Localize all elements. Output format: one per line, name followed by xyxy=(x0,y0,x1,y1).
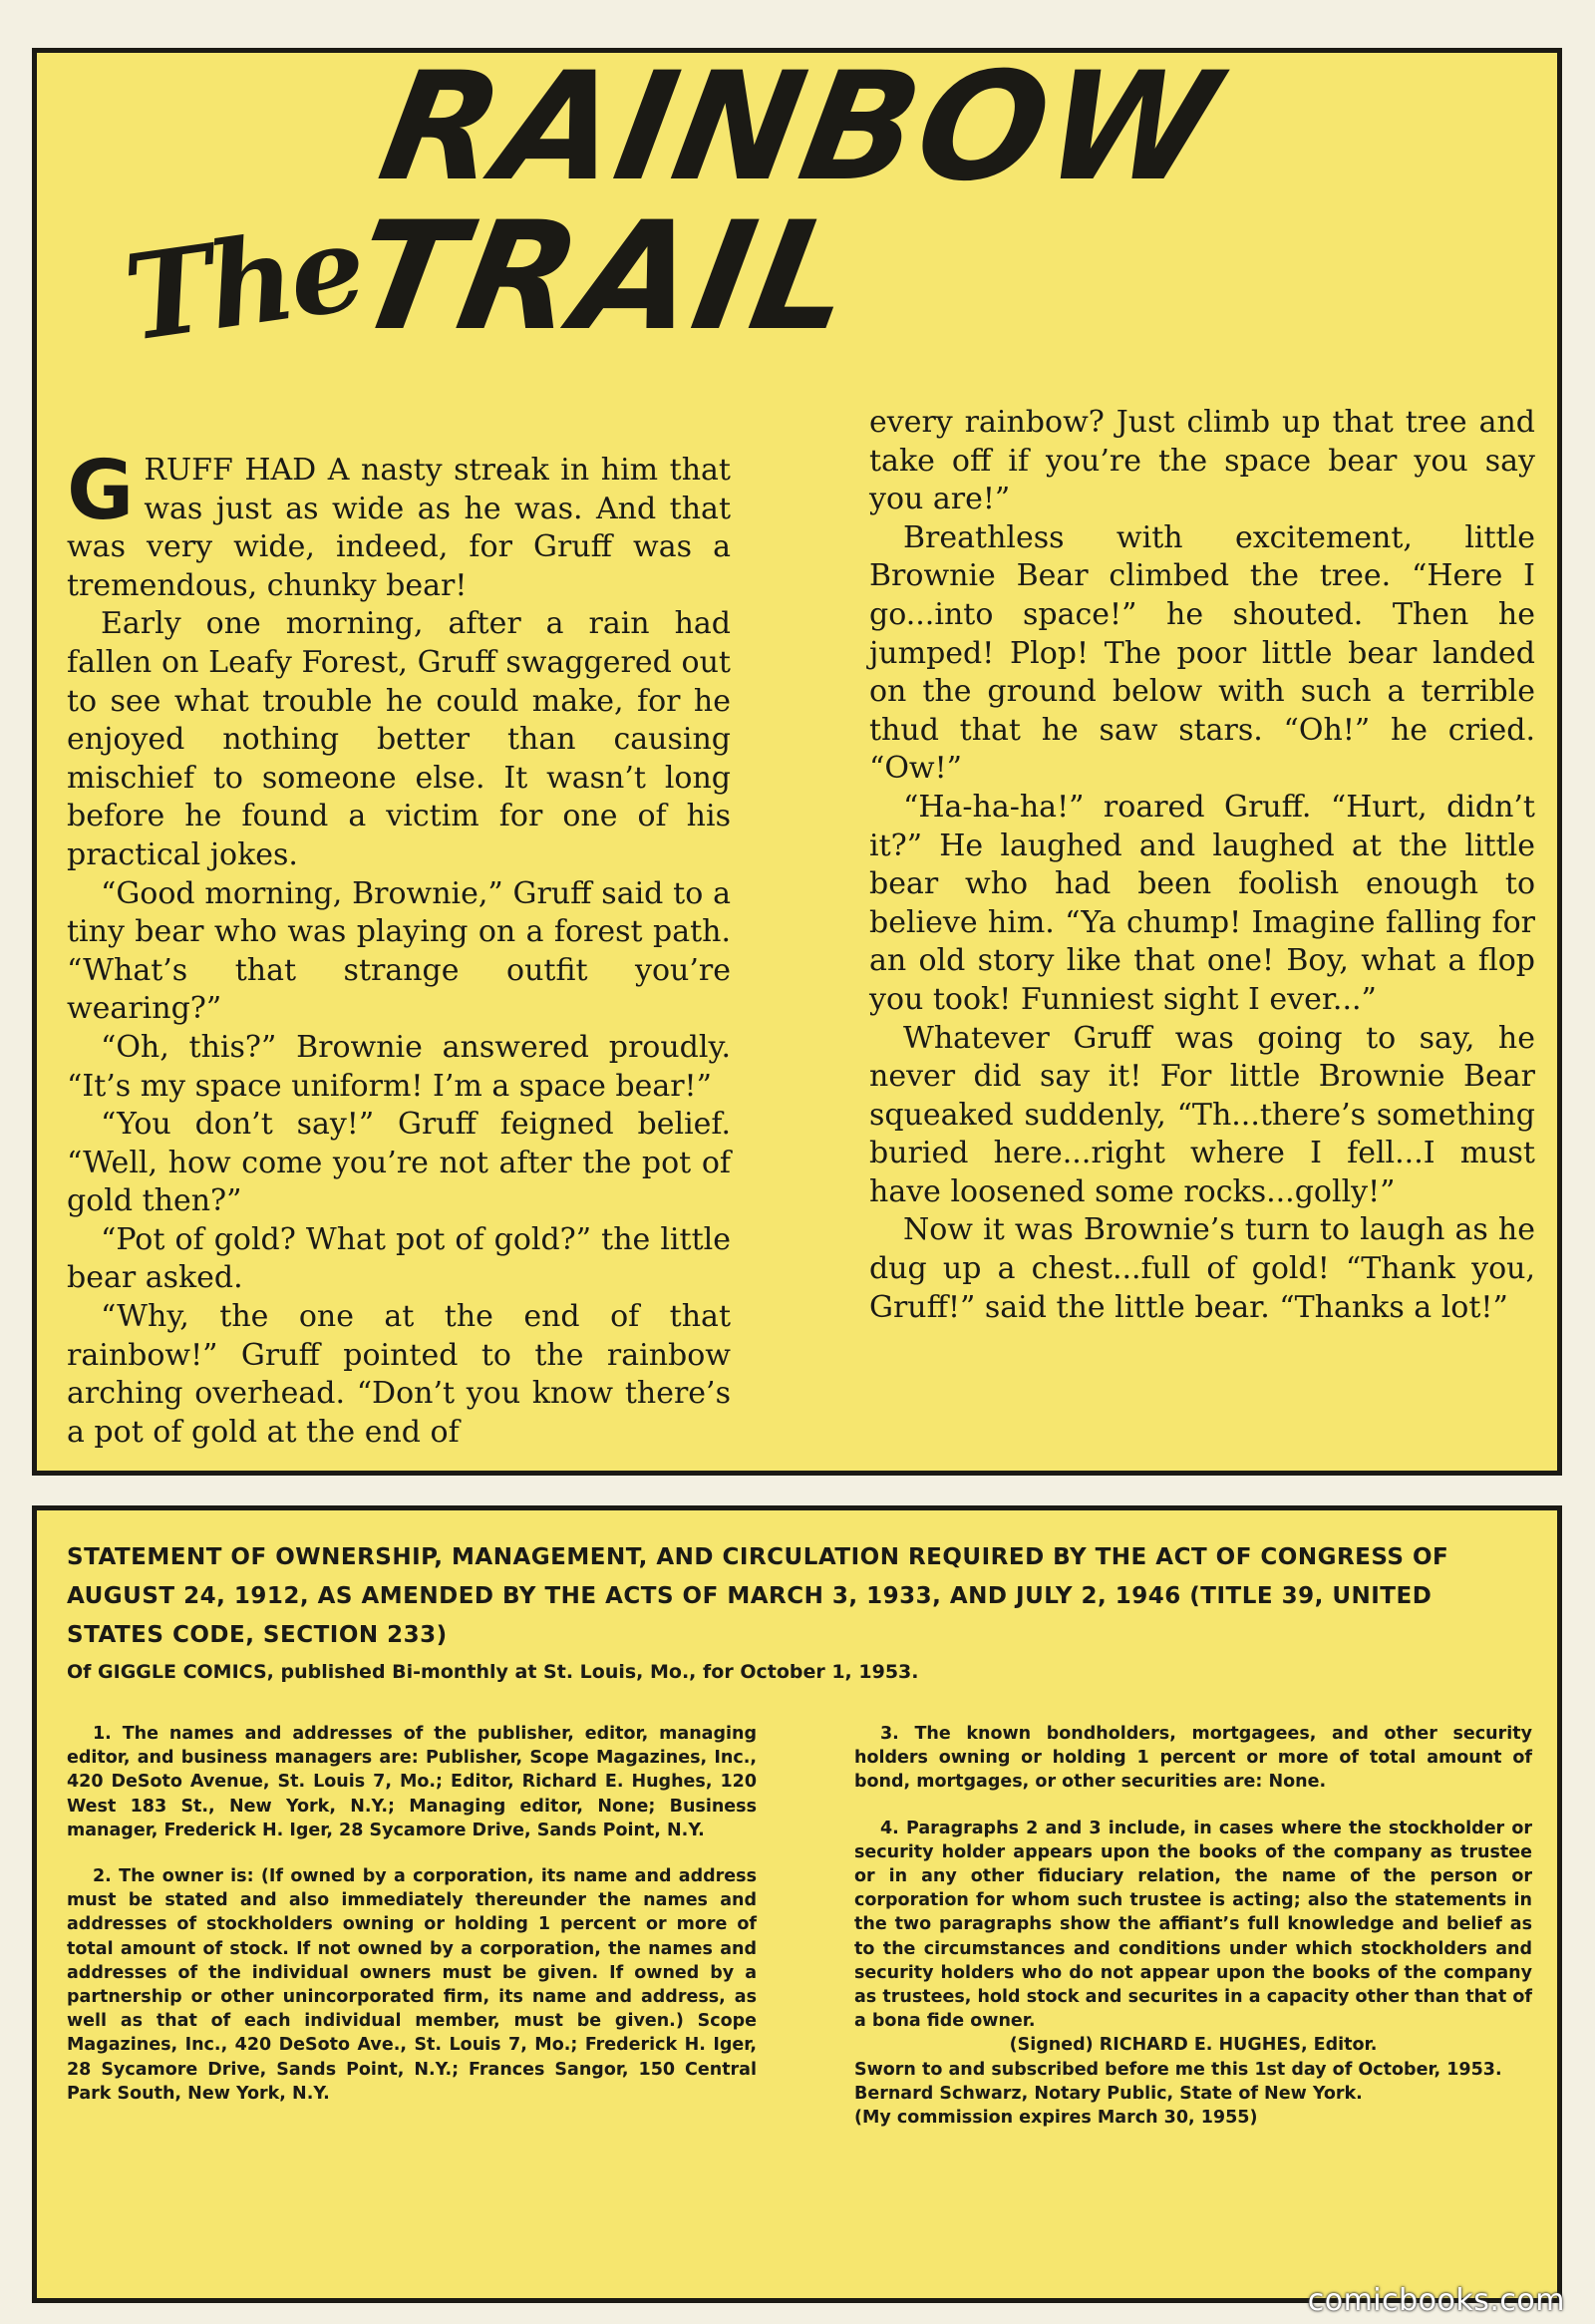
story-paragraph: “Pot of gold? What pot of gold?” the little bear asked. xyxy=(67,1221,731,1296)
statement-paragraph-2: 2. The owner is: (If owned by a corporation, its name and address must be stated and also immediately thereunder the names and addresses of stockholders owning or holding 1 percent or more of total amount of stock. If not owned by a corporation, the names and addresses of the individual owners must be given. If owned by a partnership or other unincorporated firm, its name and address, as well as that of each individual member, must be given.) Scope Magazines, Inc., 420 DeSoto Ave., St. Louis 7, Mo.; Frederick H. Iger, 28 Sycamore Drive, Sands Point, N.Y.; Frances Sangor, 150 Central Park South, New York, N.Y. xyxy=(67,1866,757,2104)
statement-sworn: Sworn to and subscribed before me this 1st day of October, 1953. xyxy=(854,2059,1502,2080)
story-paragraph: “Oh, this?” Brownie answered proudly. “It’s my space uniform! I’m a space bear!” xyxy=(67,1029,731,1104)
story-right-column xyxy=(869,404,1535,1327)
story-left-column xyxy=(67,444,731,1452)
story-paragraph: Whatever Gruff was going to say, he never did say it! For little Brownie Bear squeaked suddenly, “Th...there’s something buried here...right where I fell...I must have loosened some rocks...golly!” xyxy=(869,1020,1535,1209)
story-panel xyxy=(32,41,1562,1476)
statement-publication-line: Of GIGGLE COMICS, published Bi-monthly at St. Louis, Mo., for October 1, 1953. xyxy=(67,1661,919,1683)
title-prefix: The xyxy=(117,197,370,368)
statement-signature: (Signed) RICHARD E. HUGHES, Editor. xyxy=(1009,2035,1378,2056)
statement-left-column xyxy=(67,1722,757,2106)
story-paragraph: every rainbow? Just climb up that tree and take off if you’re the space bear you say you are!” xyxy=(869,405,1535,517)
story-paragraph: “Ha-ha-ha!” roared Gruff. “Hurt, didn’t it?” He laughed and laughed at the little bear who had been foolish enough to believe him. “Ya chump! Imagine falling for an old story like that one! Boy, what a flop you took! Funniest sight I ever...” xyxy=(869,789,1535,1017)
statement-notary: Bernard Schwarz, Notary Public, State of New York. xyxy=(854,2083,1363,2104)
site-watermark: comicbooks.com xyxy=(1307,2283,1565,2318)
story-paragraph: “You don’t say!” Gruff feigned belief. “Well, how come you’re not after the pot of gold then?” xyxy=(67,1107,731,1219)
drop-cap: G xyxy=(67,444,135,538)
statement-paragraph-4: 4. Paragraphs 2 and 3 include, in cases where the stockholder or security holder appears upon the books of the company as trustee or in any other fiduciary relation, the name of the person or corporation for whom such trustee is acting; also the statements in the two paragraphs show the affiant’s full knowledge and belief as to the circumstances and conditions under which stockholders and security holders who do not appear upon the books of the company as trustees, hold stock and securites in a capacity other than that of a bona fide owner. xyxy=(854,1818,1532,2032)
story-paragraph: “Good morning, Brownie,” Gruff said to a tiny bear who was playing on a forest path. “What’s that strange outfit you’re wearing?” xyxy=(67,875,731,1027)
statement-heading: STATEMENT OF OWNERSHIP, MANAGEMENT, AND CIRCULATION REQUIRED BY THE ACT OF CONGRESS OF AUGUST 24, 1912, AS AMENDED BY THE ACTS OF MARCH 3, 1933, AND JULY 2, 1946 (TITLE 39, UNITED STATES CODE, SECTION 233) xyxy=(67,1544,1449,1648)
title-main: RAINBOW TRAIL xyxy=(342,41,1231,364)
story-paragraph: “Why, the one at the end of that rainbow!” Gruff pointed to the rainbow arching overhead. “Don’t you know there’s a pot of gold at the end of xyxy=(67,1299,731,1450)
story-paragraph: GRUFF HAD A nasty streak in him that was just as wide as he was. And that was very wide, indeed, for Gruff was a tremendous, chunky bear! xyxy=(67,444,731,603)
statement-right-column xyxy=(854,1722,1532,2130)
story-paragraph: Now it was Brownie’s turn to laugh as he dug up a chest...full of gold! “Thank you, Gruff!” said the little bear. “Thanks a lot!” xyxy=(869,1212,1535,1325)
statement-paragraph-3: 3. The known bondholders, mortgagees, and other security holders owning or holding 1 percent or more of total amount of bond, mortgages, or other securities are: None. xyxy=(854,1724,1532,1793)
story-title xyxy=(117,41,1502,368)
statement-commission: (My commission expires March 30, 1955) xyxy=(854,2108,1258,2129)
statement-paragraph-1: 1. The names and addresses of the publisher, editor, managing editor, and business managers are: Publisher, Scope Magazines, Inc., 420 DeSoto Avenue, St. Louis 7, Mo.; Editor, Richard E. Hughes, 120 West 183 St., New York, N.Y.; Managing editor, None; Business manager, Frederick H. Iger, 28 Sycamore Drive, Sands Point, N.Y. xyxy=(67,1724,757,1840)
ownership-statement-panel xyxy=(32,1505,1562,2303)
story-paragraph: Breathless with excitement, little Brownie Bear climbed the tree. “Here I go...into space!” he shouted. Then he jumped! Plop! The poor little bear landed on the ground below with such a terrible thud that he saw stars. “Oh!” he cried. “Ow!” xyxy=(869,519,1535,787)
story-paragraph: Early one morning, after a rain had fallen on Leafy Forest, Gruff swaggered out to see what trouble he could make, for he enjoyed nothing better than causing mischief to someone else. It wasn’t long before he found a victim for one of his practical jokes. xyxy=(67,606,731,872)
